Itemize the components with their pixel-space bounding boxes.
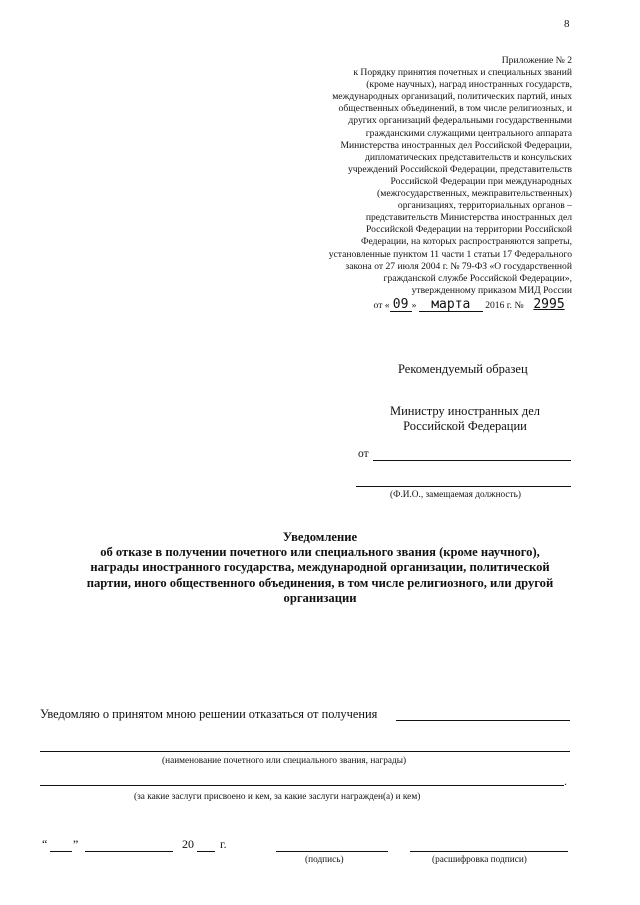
body-text: Уведомляю о принятом мною решении отказаться от получения (40, 707, 378, 721)
appendix-line: Российской Федерации на территории Российской (366, 224, 572, 236)
order-number-handwritten: 2995 (533, 296, 565, 312)
title-line-5: организации (283, 590, 357, 605)
appendix-line: гражданской службе Российской Федерации», (383, 272, 572, 284)
order-year-text: 2016 г. № (485, 299, 524, 311)
title-line-2: об отказе в получении почетного или специального звания (кроме научного), (100, 545, 540, 560)
appendix-line: организациях, территориальных органов – (397, 200, 572, 212)
date-day-line (50, 851, 72, 852)
appendix-line: к Порядку принятия почетных и специальных званий (353, 67, 572, 79)
from-label: от (358, 448, 369, 460)
order-date-line (272, 298, 572, 312)
title-line-4: партии, иного общественного объединения, в том числе религиозного, или другой (86, 575, 554, 590)
signature-decode-line (410, 851, 568, 852)
date-month-line (85, 851, 173, 852)
order-mid: » (411, 299, 417, 311)
date-quote-close: ” (73, 837, 79, 851)
addressee-line-2: Российской Федерации (403, 419, 527, 433)
appendix-line: других организаций федеральными государственными (348, 115, 572, 127)
date-year-suffix: г. (220, 837, 227, 851)
from-fill-line (373, 460, 571, 461)
recommended-label: Рекомендуемый образец (398, 362, 528, 376)
appendix-header (272, 55, 572, 312)
merits-line-end: . (564, 774, 567, 788)
appendix-line: закона от 27 июля 2004 г. № 79-ФЗ «О государственной (345, 260, 572, 272)
page-number: 8 (564, 18, 570, 30)
appendix-line: Министерства иностранных дел Российской Федерации, (340, 139, 572, 151)
appendix-line: представительств Министерства иностранных дел (365, 212, 572, 224)
signature-line (276, 851, 388, 852)
appendix-line: установленные пунктом 11 части 1 статьи 17 Федерального (328, 248, 572, 260)
appendix-line: (межгосударственных, межправительственных) (377, 188, 572, 200)
document-title (30, 530, 610, 606)
title-line-1: Уведомление (282, 530, 358, 544)
name-fill-line (40, 751, 570, 752)
fio-caption: (Ф.И.О., замещаемая должность) (390, 490, 521, 500)
addressee-line-1: Министру иностранных дел (389, 404, 540, 418)
date-year-prefix: 20 (182, 837, 194, 851)
appendix-line: Приложение № 2 (501, 55, 572, 66)
appendix-line: международных организаций, политических партий, иных (332, 91, 572, 103)
appendix-lines (272, 55, 572, 297)
date-quote-open: “ (42, 837, 48, 851)
appendix-line: общественных объединений, в том числе религиозных, и (338, 103, 572, 115)
order-month-handwritten: марта (419, 298, 483, 312)
signature-decode-caption: (расшифровка подписи) (432, 855, 527, 865)
appendix-line: Российской Федерации при международных (390, 175, 572, 187)
title-line-3: награды иностранного государства, международной организации, политической (90, 560, 550, 575)
appendix-line: (кроме научных), наград иностранных государств, (366, 79, 572, 91)
appendix-line: дипломатических представительств и консульских (364, 151, 572, 163)
appendix-line: Федерации, на которых распространяются запреты, (360, 236, 572, 248)
appendix-line: гражданскими служащими центрального аппарата (365, 127, 572, 139)
appendix-line: утвержденному приказом МИД России (411, 284, 572, 296)
merits-caption: (за какие заслуги присвоено и кем, за какие заслуги награжден(а) и кем) (134, 792, 421, 802)
order-prefix: от « (373, 299, 390, 311)
appendix-line: учреждений Российской Федерации, представительств (347, 163, 572, 175)
fio-fill-line (356, 486, 571, 487)
addressee (360, 404, 570, 434)
name-caption: (наименование почетного или специального звания, награды) (162, 756, 407, 766)
signature-caption: (подпись) (305, 855, 344, 865)
order-day-handwritten: 09 (390, 298, 412, 312)
body-fill-line (396, 720, 570, 721)
date-year-line (197, 851, 215, 852)
merits-fill-line (40, 785, 564, 786)
